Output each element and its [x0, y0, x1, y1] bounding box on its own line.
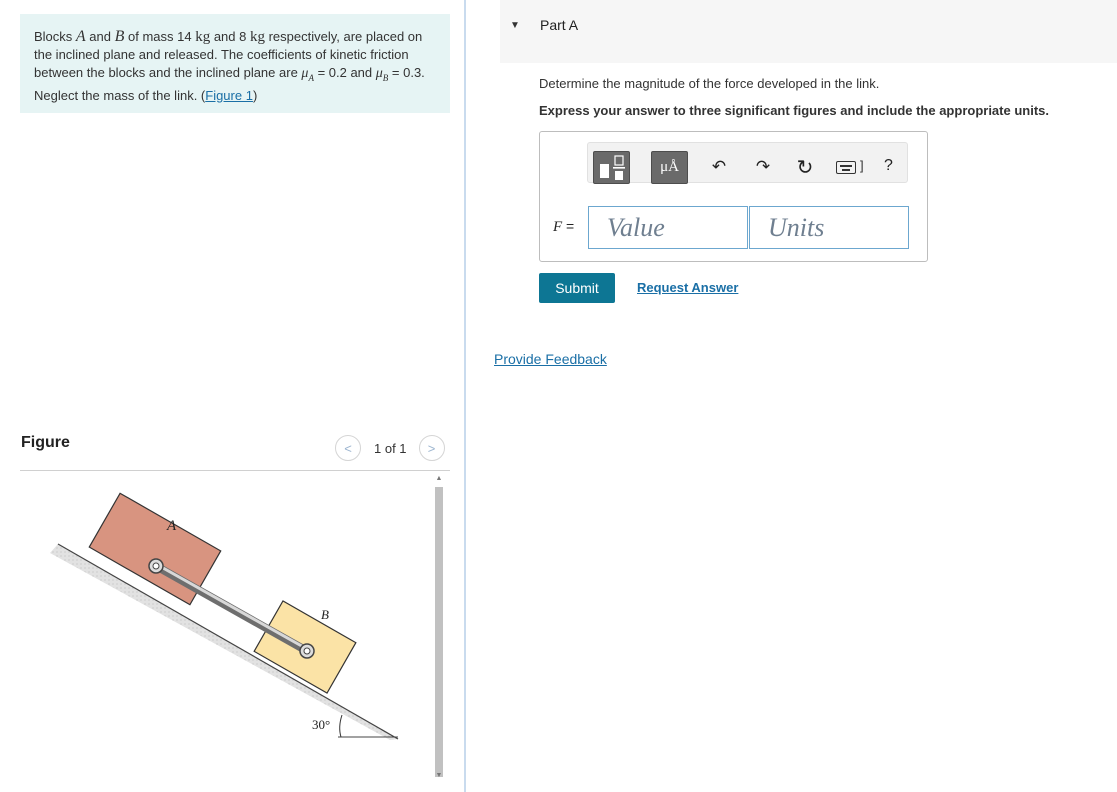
- block-a-symbol: A: [75, 28, 86, 45]
- problem-text: of mass 14: [124, 29, 196, 44]
- problem-text: = 0.2 and: [313, 65, 376, 80]
- next-figure-button[interactable]: [419, 435, 445, 461]
- part-header[interactable]: [500, 0, 1117, 63]
- problem-text: ): [252, 87, 258, 103]
- units-tool-button[interactable]: μÅ: [651, 151, 688, 184]
- figure-navigation: [335, 435, 445, 461]
- fraction-template-icon: [594, 152, 631, 185]
- scroll-down-arrow-icon[interactable]: ▼: [435, 772, 443, 779]
- figure-heading: Figure: [21, 434, 70, 451]
- problem-text: = 0.3. Neglect the mass of the link. (: [34, 65, 425, 103]
- scroll-thumb[interactable]: [435, 487, 443, 777]
- block-b-symbol: B: [114, 28, 125, 45]
- problem-text: respectively, are placed on the inclined plane and released. The coefficients of kinetic friction between the blocks and the inclined plane are: [34, 29, 423, 80]
- block-a-label: A: [167, 518, 177, 534]
- mass-unit: kg: [195, 29, 211, 45]
- submit-button[interactable]: Submit: [539, 273, 615, 303]
- mu-a-symbol: $\mu_A$: [301, 66, 314, 83]
- answer-box: [539, 131, 928, 262]
- undo-icon[interactable]: ↶: [711, 157, 727, 176]
- pane-divider: [464, 0, 466, 792]
- templates-button[interactable]: [593, 151, 630, 184]
- block-b-label: B: [321, 607, 329, 622]
- keyboard-bracket: ]: [860, 158, 864, 173]
- provide-feedback-link[interactable]: Provide Feedback: [494, 351, 607, 367]
- problem-text: and: [85, 29, 115, 44]
- problem-text: and 8: [210, 29, 250, 44]
- part-title: Part A: [540, 17, 579, 33]
- angle-arc: [340, 715, 342, 737]
- figure-counter: 1 of 1: [374, 440, 407, 456]
- angle-label: 30°: [312, 717, 331, 732]
- previous-figure-button[interactable]: [335, 435, 361, 461]
- value-input[interactable]: [588, 206, 748, 249]
- figure-scrollbar[interactable]: [433, 472, 445, 792]
- problem-text: Blocks: [34, 29, 76, 44]
- collapse-triangle-icon[interactable]: ▼: [510, 20, 520, 31]
- scroll-up-arrow-icon[interactable]: ▲: [435, 475, 443, 482]
- keyboard-icon[interactable]: [836, 161, 856, 174]
- units-input[interactable]: [749, 206, 909, 249]
- instruction-text: Express your answer to three significant figures and include the appropriate units.: [539, 103, 1049, 118]
- figure-image: [20, 471, 430, 792]
- redo-icon[interactable]: ↷: [755, 157, 771, 176]
- figure-link[interactable]: Figure 1: [205, 87, 253, 103]
- question-text: Determine the magnitude of the force developed in the link.: [539, 76, 880, 91]
- problem-statement: [20, 14, 450, 113]
- math-toolbar: [587, 142, 908, 183]
- mu-b-symbol: $\mu_B$: [375, 66, 389, 83]
- request-answer-link[interactable]: Request Answer: [637, 280, 739, 295]
- chevron-left-icon: <: [344, 440, 352, 456]
- chevron-right-icon: >: [427, 440, 436, 456]
- reset-icon[interactable]: ↻: [796, 157, 814, 179]
- help-icon[interactable]: ?: [884, 157, 893, 174]
- variable-label: F =: [553, 218, 575, 235]
- left-pane: [0, 0, 465, 792]
- mass-unit: kg: [249, 29, 265, 45]
